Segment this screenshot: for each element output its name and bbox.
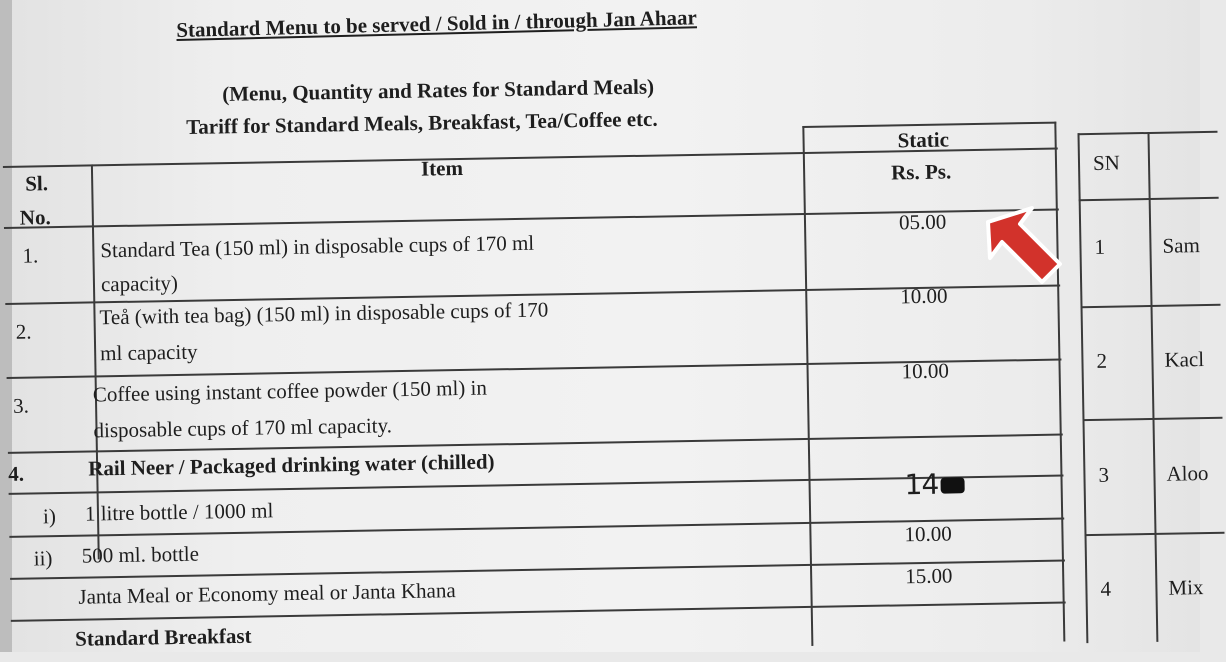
row-price: 10.00 bbox=[904, 521, 952, 547]
side-row-text: Mix bbox=[1168, 575, 1204, 600]
side-row-sn: 2 bbox=[1096, 348, 1108, 373]
row-item-line1: Coffee using instant coffee powder (150 ml) in bbox=[92, 375, 488, 407]
side-row-sn: 3 bbox=[1098, 462, 1110, 487]
table-rule bbox=[91, 164, 100, 559]
header-static: Static bbox=[897, 127, 950, 153]
row-item: Standard Breakfast bbox=[74, 623, 252, 651]
row-item: 1 litre bottle / 1000 ml bbox=[84, 498, 274, 526]
header-item: Item bbox=[420, 155, 464, 181]
row-item-line2: ml capacity bbox=[99, 339, 198, 366]
row-price: 05.00 bbox=[898, 209, 947, 235]
row-sl: 3. bbox=[12, 393, 30, 418]
side-row-sn: 4 bbox=[1100, 576, 1112, 601]
row-price: 10.00 bbox=[901, 358, 950, 384]
row-item: 500 ml. bottle bbox=[81, 541, 200, 568]
ink-blot bbox=[940, 477, 964, 493]
side-header-sn: SN bbox=[1092, 150, 1121, 175]
row-item-line1: Standard Tea (150 ml) in disposable cups of 170 ml bbox=[100, 230, 535, 263]
row-sl: ii) bbox=[33, 546, 53, 571]
side-table-rule bbox=[1077, 133, 1088, 643]
row-item: Janta Meal or Economy meal or Janta Khana bbox=[78, 578, 456, 609]
side-row-sn: 1 bbox=[1094, 234, 1106, 259]
side-row-text: Aloo bbox=[1166, 460, 1209, 486]
side-table-rule bbox=[1147, 132, 1158, 642]
header-rs-ps: Rs. Ps. bbox=[890, 159, 952, 185]
row-item: Rail Neer / Packaged drinking water (chilled) bbox=[87, 449, 495, 481]
document-subtitle-2: Tariff for Standard Meals, Breakfast, Tea/Coffee etc. bbox=[186, 106, 658, 139]
row-sl: 4. bbox=[8, 461, 25, 486]
side-row-text: Kacl bbox=[1164, 347, 1205, 372]
table-rule bbox=[802, 126, 813, 646]
document-subtitle: (Menu, Quantity and Rates for Standard Meals) bbox=[222, 74, 655, 106]
row-price: 10.00 bbox=[900, 283, 948, 309]
header-no: No. bbox=[19, 205, 51, 230]
row-item-line2: capacity) bbox=[100, 270, 179, 297]
row-item-line1: Teå (with tea bag) (150 ml) in disposable cups of 170 bbox=[99, 297, 549, 330]
arrow-pointer-icon bbox=[980, 200, 1070, 290]
row-price: 15.00 bbox=[904, 563, 953, 589]
row-item-line2: disposable cups of 170 ml capacity. bbox=[93, 413, 393, 443]
document-title: Standard Menu to be served / Sold in / through Jan Ahaar bbox=[176, 5, 698, 42]
row-sl: i) bbox=[42, 504, 57, 529]
header-sl: Sl. bbox=[24, 171, 49, 196]
handwritten-price: 14 bbox=[904, 467, 964, 502]
row-sl: 1. bbox=[22, 243, 39, 268]
row-sl: 2. bbox=[15, 319, 32, 344]
side-row-text: Sam bbox=[1162, 233, 1201, 258]
arrow-shape bbox=[988, 208, 1060, 282]
